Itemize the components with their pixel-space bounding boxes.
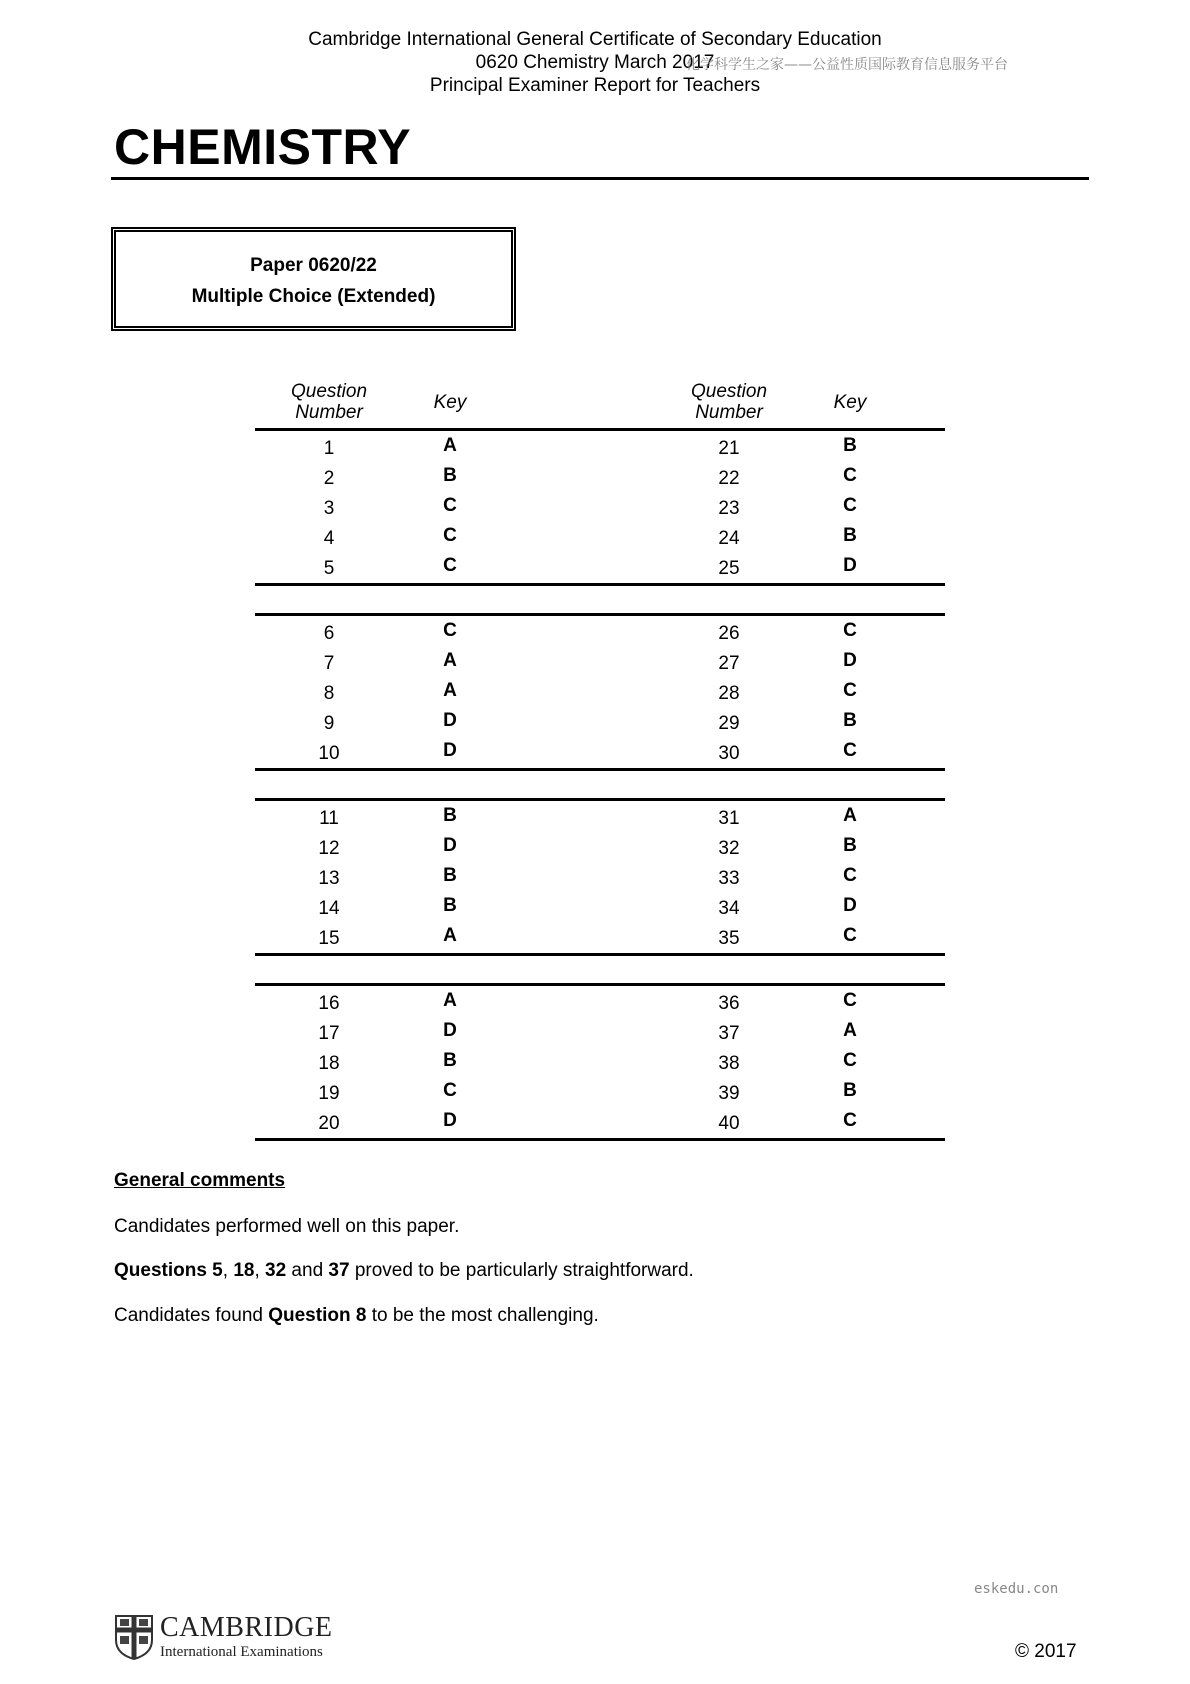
question-number-cell: 13	[318, 868, 340, 889]
question-number-cell: 36	[718, 993, 740, 1014]
question-group	[255, 983, 945, 1141]
question-number-cell: 9	[323, 713, 335, 734]
text: and	[286, 1260, 329, 1281]
bold-text: Questions 5	[114, 1260, 223, 1281]
key-cell: C	[443, 495, 457, 516]
question-number-cell: 26	[718, 623, 740, 644]
page-title: CHEMISTRY	[114, 119, 412, 175]
key-cell: A	[443, 990, 457, 1011]
key-cell: B	[843, 1080, 857, 1101]
key-cell: C	[443, 525, 457, 546]
question-number-cell: 5	[323, 558, 335, 579]
key-cell: C	[843, 740, 857, 761]
question-number-cell: 12	[318, 838, 340, 859]
question-number-cell: 8	[323, 683, 335, 704]
comments-heading: General comments	[114, 1170, 286, 1191]
bold-text: 18	[233, 1260, 255, 1281]
question-number-cell: 19	[318, 1083, 340, 1104]
question-number-cell: 2	[323, 468, 335, 489]
question-number-cell: 7	[323, 653, 335, 674]
header-line-2: 0620 Chemistry March 2017	[475, 52, 715, 73]
comment-paragraph: Candidates performed well on this paper.	[114, 1216, 460, 1237]
table-row	[255, 802, 945, 832]
question-number-cell: 34	[718, 898, 740, 919]
page-header	[0, 28, 1190, 97]
table-row	[255, 892, 945, 922]
table-row	[255, 552, 945, 583]
question-number-cell: 37	[718, 1023, 740, 1044]
table-row	[255, 862, 945, 892]
crest-icon	[114, 1614, 154, 1660]
site-watermark: eskedu.con	[974, 1581, 1059, 1597]
group-gap	[255, 956, 945, 983]
key-cell: B	[443, 895, 457, 916]
key-cell: C	[843, 495, 857, 516]
header-question-number: Question Number	[690, 381, 768, 423]
table-row	[255, 522, 945, 552]
key-cell: A	[443, 650, 457, 671]
key-cell: B	[843, 435, 857, 456]
header-key: Key	[433, 392, 467, 413]
key-cell: A	[443, 680, 457, 701]
question-number-cell: 39	[718, 1083, 740, 1104]
paper-code: Paper 0620/22	[250, 255, 377, 276]
key-cell: D	[443, 740, 457, 761]
logo-name: CAMBRIDGE	[160, 1612, 333, 1643]
header-key: Key	[833, 392, 867, 413]
key-cell: C	[843, 1110, 857, 1131]
question-number-cell: 18	[318, 1053, 340, 1074]
question-number-cell: 29	[718, 713, 740, 734]
table-row	[255, 832, 945, 862]
answer-key-table	[255, 378, 945, 1141]
key-cell: A	[843, 805, 857, 826]
question-number-cell: 32	[718, 838, 740, 859]
key-cell: B	[443, 465, 457, 486]
question-number-cell: 40	[718, 1113, 740, 1134]
table-row	[255, 1107, 945, 1138]
title-rule	[111, 177, 1089, 180]
general-comments	[114, 1170, 1074, 1327]
bold-text: 37	[328, 1260, 350, 1281]
question-number-cell: 14	[318, 898, 340, 919]
question-number-cell: 10	[318, 743, 340, 764]
question-number-cell: 1	[323, 438, 335, 459]
comment-paragraph	[114, 1305, 1074, 1327]
key-cell: D	[443, 710, 457, 731]
key-cell: C	[443, 620, 457, 641]
table-row	[255, 432, 945, 462]
table-row	[255, 1047, 945, 1077]
question-number-cell: 11	[319, 808, 339, 829]
bold-text: Question 8	[268, 1305, 367, 1326]
table-row	[255, 1077, 945, 1107]
key-cell: D	[843, 650, 857, 671]
text: to be the most challenging.	[366, 1305, 599, 1326]
question-number-cell: 23	[718, 498, 740, 519]
watermark-text: 化学科学生之家——公益性质国际教育信息服务平台	[686, 57, 1008, 73]
question-number-cell: 21	[718, 438, 740, 459]
key-cell: D	[843, 555, 857, 576]
table-row	[255, 922, 945, 953]
group-gap	[255, 586, 945, 613]
question-number-cell: 20	[318, 1113, 340, 1134]
question-number-cell: 22	[718, 468, 740, 489]
key-cell: D	[843, 895, 857, 916]
question-number-cell: 31	[718, 808, 740, 829]
question-number-cell: 3	[323, 498, 335, 519]
group-gap	[255, 771, 945, 798]
table-body	[255, 428, 945, 1141]
key-cell: C	[843, 925, 857, 946]
paper-name: Multiple Choice (Extended)	[191, 286, 436, 307]
key-cell: B	[443, 865, 457, 886]
key-cell: A	[443, 435, 457, 456]
header-line-3: Principal Examiner Report for Teachers	[429, 75, 761, 96]
header-question-number: Question Number	[290, 381, 368, 423]
paper-box	[111, 227, 516, 331]
question-number-cell: 6	[323, 623, 335, 644]
table-header	[255, 378, 945, 428]
comment-paragraph	[114, 1260, 1074, 1282]
table-row	[255, 617, 945, 647]
key-cell: C	[443, 1080, 457, 1101]
cambridge-logo	[114, 1614, 354, 1660]
key-cell: A	[443, 925, 457, 946]
key-cell: D	[443, 835, 457, 856]
key-cell: B	[843, 525, 857, 546]
table-row	[255, 1017, 945, 1047]
question-number-cell: 25	[718, 558, 740, 579]
table-row	[255, 462, 945, 492]
question-group	[255, 428, 945, 586]
question-number-cell: 24	[718, 528, 740, 549]
text: Candidates found	[114, 1305, 269, 1326]
key-cell: C	[843, 620, 857, 641]
text: ,	[222, 1260, 234, 1281]
key-cell: B	[843, 710, 857, 731]
question-number-cell: 15	[318, 928, 340, 949]
key-cell: C	[843, 465, 857, 486]
bold-text: 32	[265, 1260, 287, 1281]
logo-subtitle: International Examinations	[160, 1644, 323, 1660]
table-row	[255, 647, 945, 677]
key-cell: D	[443, 1020, 457, 1041]
key-cell: D	[443, 1110, 457, 1131]
table-row	[255, 707, 945, 737]
table-row	[255, 987, 945, 1017]
question-group	[255, 798, 945, 956]
key-cell: C	[843, 680, 857, 701]
header-line-1: Cambridge International General Certificate of Secondary Education	[308, 29, 882, 50]
question-number-cell: 16	[318, 993, 340, 1014]
key-cell: C	[843, 1050, 857, 1071]
key-cell: C	[843, 865, 857, 886]
question-number-cell: 4	[323, 528, 335, 549]
text: proved to be particularly straightforward.	[349, 1260, 694, 1281]
key-cell: A	[843, 1020, 857, 1041]
question-group	[255, 613, 945, 771]
text: ,	[254, 1260, 266, 1281]
copyright: © 2017	[1015, 1641, 1077, 1662]
table-row	[255, 492, 945, 522]
key-cell: B	[443, 1050, 457, 1071]
table-row	[255, 737, 945, 768]
key-cell: C	[443, 555, 457, 576]
key-cell: C	[843, 990, 857, 1011]
question-number-cell: 33	[718, 868, 740, 889]
question-number-cell: 35	[718, 928, 740, 949]
key-cell: B	[843, 835, 857, 856]
question-number-cell: 30	[718, 743, 740, 764]
key-cell: B	[443, 805, 457, 826]
question-number-cell: 27	[718, 653, 740, 674]
question-number-cell: 38	[718, 1053, 740, 1074]
question-number-cell: 28	[718, 683, 740, 704]
table-row	[255, 677, 945, 707]
question-number-cell: 17	[318, 1023, 340, 1044]
